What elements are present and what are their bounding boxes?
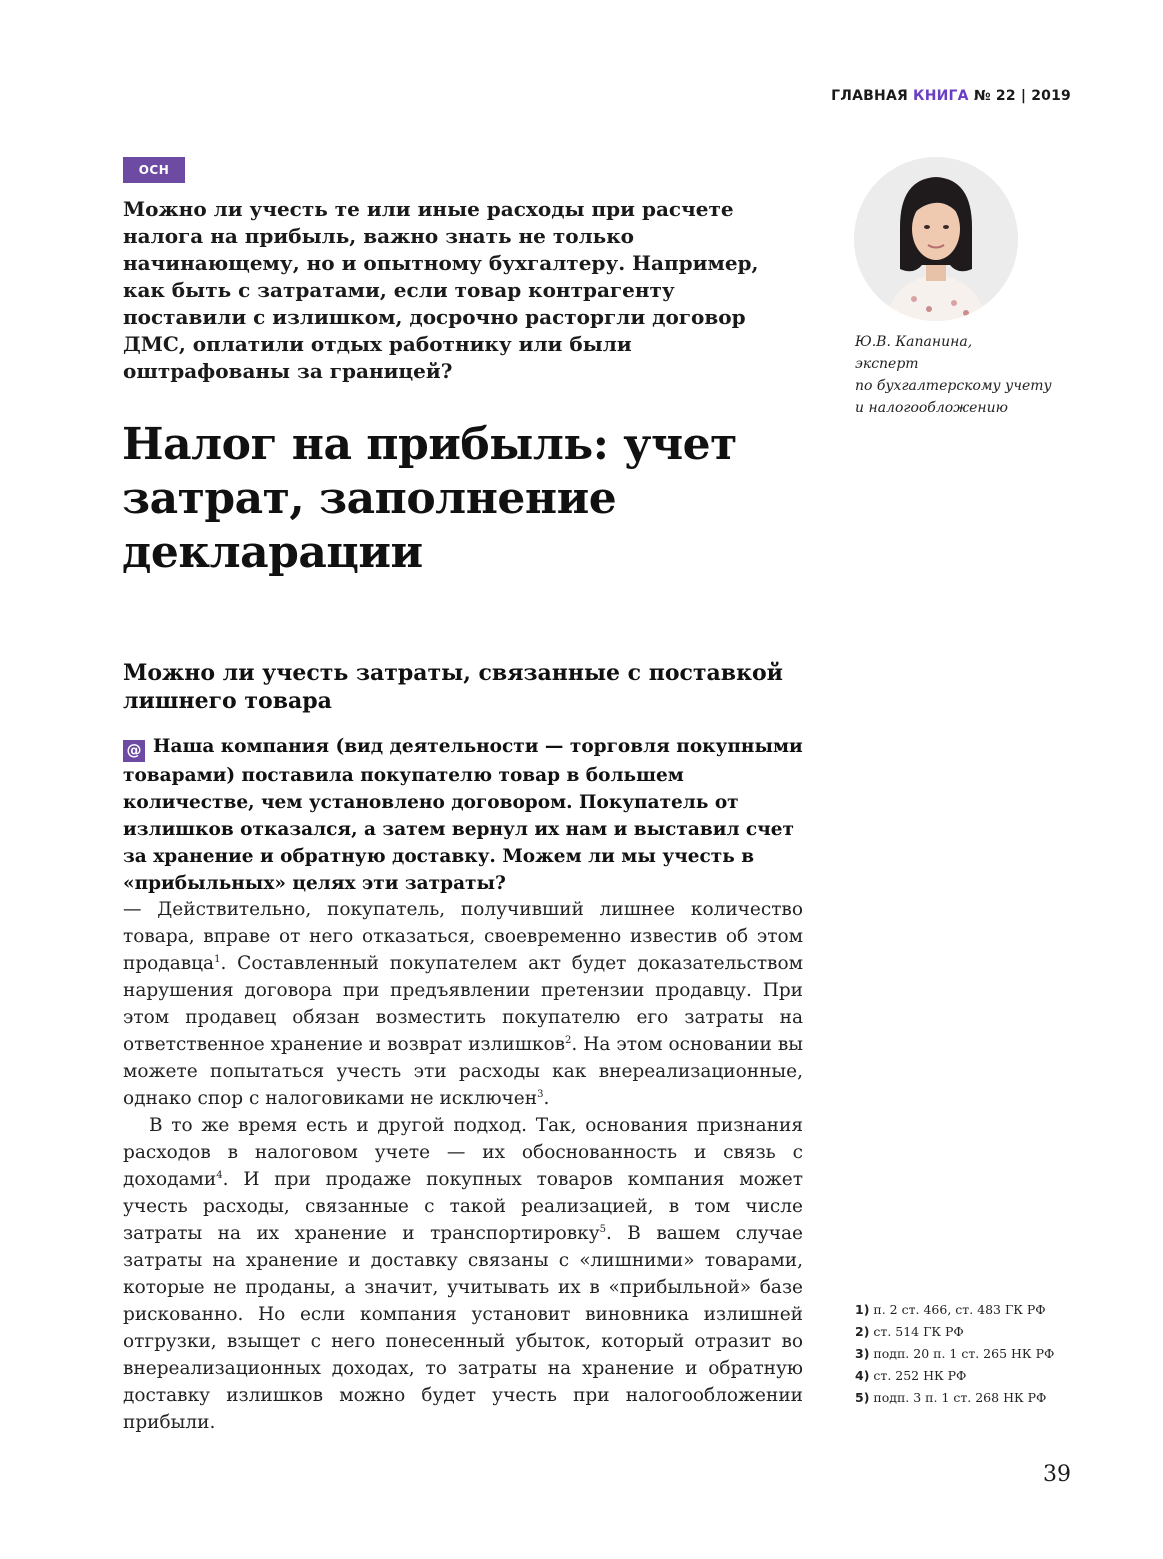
footnote-item: 1) п. 2 ст. 466, ст. 483 ГК РФ <box>855 1302 1046 1317</box>
footnote-item: 5) подп. 3 п. 1 ст. 268 НК РФ <box>855 1390 1047 1405</box>
brand-part1: ГЛАВНАЯ <box>831 88 908 104</box>
article-title: Налог на прибыль: учет затрат, заполнение декларации <box>122 419 737 578</box>
reader-question <box>123 733 803 897</box>
brand-part2: КНИГА <box>913 88 969 104</box>
footnote-ref-4: 4 <box>216 1169 223 1181</box>
lead-paragraph: Можно ли учесть те или иные расходы при расчете налога на прибыль, важно знать не только начинающему, но и опытному бухгалтеру. Например, как быть с затратами, если товар контрагенту поставили с излишком, досрочно расторгли договор ДМС, оплатили отдых работнику или были оштрафованы за границей? <box>123 197 759 383</box>
footnotes-list <box>855 1299 1095 1409</box>
expert-answer <box>123 896 803 1436</box>
question-text: Наша компания (вид деятельности — торговля покупными товарами) поставила покупателю товар в большем количестве, чем установлено договором. Покупатель от излишков отказался, а затем вернул их нам и выставил счет за хранение и обратную доставку. Можем ли мы учесть в «прибыльных» целях эти затраты? <box>123 736 803 894</box>
footnote-ref-3: 3 <box>537 1088 544 1100</box>
issue-number: № 22 | 2019 <box>973 88 1071 104</box>
answer-paragraph-1: — Действительно, покупатель, получивший лишнее количество товара, вправе от него отказаться, своевременно известив об этом продавца$^1$. Составленный покупателем акт будет доказательством нарушения договора при предъявлении претензии продавцу. При этом продавец обязан возместить покупателю его затраты на ответственное хранение и возврат излишков$^2$. На этом основании вы можете попытаться учесть эти расходы как внереализационные, однако спор с налоговиками не исключен$^3$. <box>123 899 803 1109</box>
author-role-line1: эксперт <box>855 356 919 372</box>
footnote-ref-1: 1 <box>214 953 221 965</box>
page-number: 39 <box>1043 1462 1071 1487</box>
footnote-item: 2) ст. 514 ГК РФ <box>855 1324 964 1339</box>
answer-paragraph-2: В то же время есть и другой подход. Так, основания признания расходов в налоговом учете — их обоснованность и связь с доходами$^4$. И при продаже покупных товаров компания может учесть расходы, связанные с такой реализацией, в том числе затраты на их хранение и транспортировку$^5$. В вашем случае затраты на хранение и доставку связаны с «лишними» товарами, которые не проданы, а значит, учитывать их в «прибыльной» базе рискованно. Но если компания установит виновника излишней отгрузки, взыщет с него понесенный убыток, который отразит во внереализационных доходах, то затраты на хранение и обратную доставку излишков можно будет учесть при налогообложении прибыли. <box>123 1115 803 1433</box>
author-portrait-icon <box>854 157 1018 321</box>
tax-regime-tag: ОСН <box>123 157 185 183</box>
footnote-ref-5: 5 <box>599 1223 606 1235</box>
footnote-item: 3) подп. 20 п. 1 ст. 265 НК РФ <box>855 1346 1055 1361</box>
author-name: Ю.В. Капанина, <box>855 334 973 350</box>
author-role-line3: и налогообложению <box>855 400 1008 416</box>
author-avatar <box>854 157 1018 321</box>
footnote-item: 4) ст. 252 НК РФ <box>855 1368 967 1383</box>
magazine-header <box>831 88 1071 104</box>
author-role-line2: по бухгалтерскому учету <box>855 378 1052 394</box>
question-at-icon: @ <box>123 740 145 762</box>
author-caption <box>855 331 1085 419</box>
section-heading: Можно ли учесть затраты, связанные с поставкой лишнего товара <box>123 660 783 714</box>
footnote-ref-2: 2 <box>565 1034 572 1046</box>
